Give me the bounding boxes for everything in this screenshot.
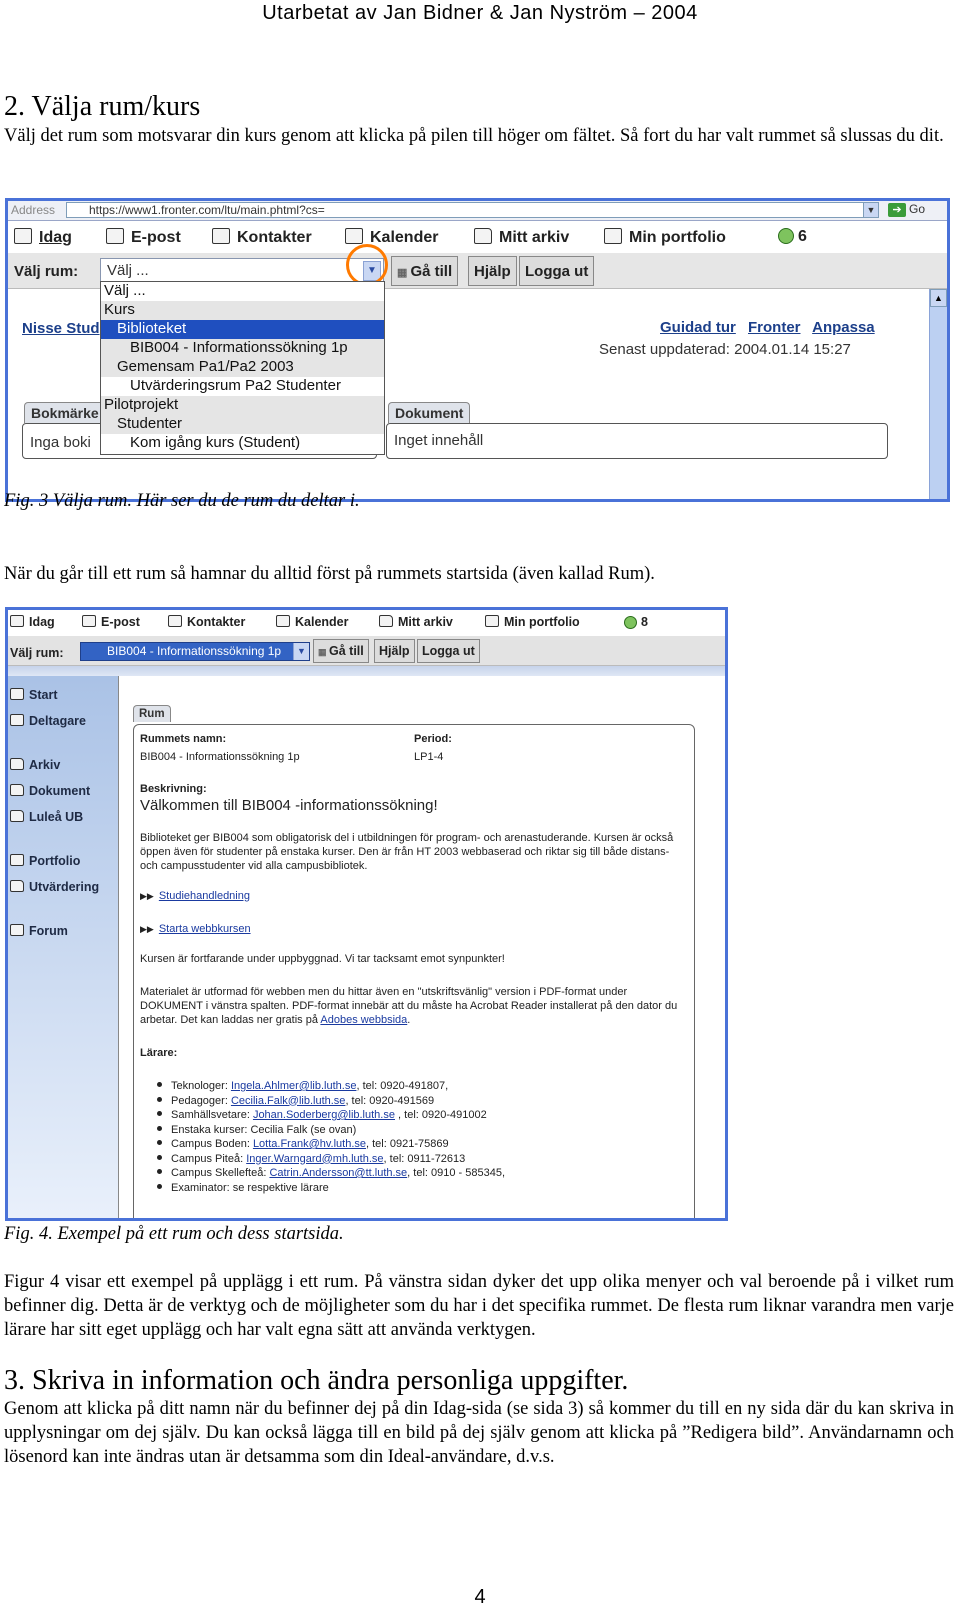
- chevron-down-icon[interactable]: ▼: [293, 643, 309, 660]
- nav-kontakter[interactable]: Kontakter: [212, 228, 312, 247]
- bookmark-empty-text: Inga boki: [30, 434, 91, 451]
- teacher-item: Enstaka kurser: Cecilia Falk (se ovan): [157, 1124, 356, 1136]
- header-strip: [8, 666, 725, 676]
- sidebar-item-deltagare[interactable]: Deltagare: [10, 714, 86, 728]
- room-select-row: [8, 636, 725, 666]
- material-text: Materialet är utformad för webben men du hittar även en "utskriftsvänlig" version i PDF-format under DOKUMENT i vänstra spalten. PDF-format innebär att du måste ha Acrobat Reader installerat på den dator du arbetar. Det kan laddas ner gratis på Adobes webbsida.: [140, 986, 678, 1026]
- scroll-up-icon[interactable]: ▲: [930, 289, 947, 307]
- document-tab[interactable]: Dokument: [388, 402, 470, 423]
- nav-min-portfolio[interactable]: Min portfolio: [604, 228, 726, 247]
- teacher-item: Examinator: se respektive lärare: [157, 1182, 329, 1194]
- calendar-icon: [345, 228, 363, 244]
- period-label: Period:: [414, 733, 452, 745]
- portfolio-icon: [10, 854, 24, 866]
- logout-button[interactable]: Logga ut: [519, 256, 594, 286]
- tab-rum[interactable]: Rum: [133, 705, 171, 722]
- room-select-label: Välj rum:: [14, 263, 79, 280]
- contacts-icon: [168, 615, 182, 627]
- chevron-down-icon[interactable]: ▼: [363, 261, 381, 281]
- start-course-link[interactable]: ▶▶ Starta webbkursen: [140, 923, 251, 935]
- address-input[interactable]: https://www1.fronter.com/ltu/main.phtml?cs=: [66, 202, 866, 218]
- room-name: BIB004 - Informationssökning 1p: [140, 751, 300, 763]
- figure-3-caption: Fig. 3 Välja rum. Här ser du de rum du deltar i.: [4, 491, 360, 511]
- nav-min-portfolio[interactable]: Min portfolio: [485, 615, 580, 629]
- teacher-item: Campus Skellefteå: Catrin.Andersson@tt.luth.se, tel: 0910 - 585345,: [157, 1167, 505, 1179]
- double-arrow-icon: ▶▶: [140, 891, 154, 901]
- online-users[interactable]: 6: [778, 228, 807, 246]
- sidebar-item-arkiv[interactable]: Arkiv: [10, 758, 60, 772]
- sidebar-item-lulea-ub[interactable]: Luleå UB: [10, 810, 83, 824]
- figure-4-caption: Fig. 4. Exempel på ett rum och dess startsida.: [4, 1224, 344, 1244]
- folder-icon: [10, 810, 24, 822]
- top-right-links: [660, 319, 883, 336]
- dropdown-option-selected[interactable]: Biblioteket: [101, 320, 384, 339]
- room-select[interactable]: Välj ... ▼: [100, 258, 384, 284]
- section-3-heading: 3. Skriva in information och ändra personliga uppgifter.: [4, 1365, 629, 1396]
- section-2-paragraph: Välj det rum som motsvarar din kurs genom att klicka på pilen till höger om fältet. Så fort du har valt rummet så slussas du dit.: [4, 126, 944, 146]
- bookmark-tab[interactable]: Bokmärke: [24, 402, 106, 423]
- dropdown-option[interactable]: Välj ...: [104, 282, 146, 299]
- dropdown-option[interactable]: Utvärderingsrum Pa2 Studenter: [130, 377, 341, 394]
- calendar-day-icon: [10, 615, 24, 627]
- teacher-item: Campus Piteå: Inger.Warngard@mh.luth.se, tel: 0911-72613: [157, 1153, 465, 1165]
- nav-idag[interactable]: Idag: [10, 615, 55, 629]
- sidebar-item-forum[interactable]: Forum: [10, 924, 68, 938]
- room-sidebar: [8, 676, 118, 1218]
- mail-icon: [82, 615, 96, 627]
- dropdown-option[interactable]: Studenter: [101, 415, 384, 434]
- nav-kalender[interactable]: Kalender: [276, 615, 349, 629]
- sidebar-item-portfolio[interactable]: Portfolio: [10, 854, 80, 868]
- portfolio-icon: [485, 615, 499, 627]
- goto-button[interactable]: ▦ Gå till: [313, 639, 369, 663]
- user-name-link[interactable]: Nisse Stud: [22, 320, 100, 337]
- forum-icon: [10, 924, 24, 936]
- online-users[interactable]: 8: [624, 615, 648, 629]
- address-dropdown-icon[interactable]: ▼: [863, 202, 879, 218]
- room-main: [118, 676, 725, 1218]
- archive-icon: [474, 228, 492, 244]
- logout-button[interactable]: Logga ut: [417, 639, 480, 663]
- nav-idag[interactable]: Idag: [14, 228, 72, 247]
- dropdown-option[interactable]: BIB004 - Informationssökning 1p: [101, 339, 384, 358]
- nav-mitt-arkiv[interactable]: Mitt arkiv: [474, 228, 569, 247]
- room-card: [133, 724, 695, 1221]
- room-select[interactable]: BIB004 - Informationssökning 1p ▼: [80, 642, 310, 661]
- smiley-icon: [624, 616, 637, 629]
- page-header: Utarbetat av Jan Bidner & Jan Nyström – 2004: [262, 2, 698, 24]
- study-guide-link[interactable]: ▶▶ Studiehandledning: [140, 890, 250, 902]
- description-text: Biblioteket ger BIB004 som obligatorisk del i utbildningen för program- och arenastuderande. Kursen är också öppen även för studenter på enstaka kurser. Den är från HT 2003 webbaserad och riktar sig till både distans- och campusstudenter vid alla campusbibliotek.: [140, 832, 674, 872]
- dropdown-option[interactable]: Kurs: [101, 301, 384, 320]
- period: LP1-4: [414, 751, 444, 763]
- sidebar-item-start[interactable]: Start: [10, 688, 57, 702]
- teacher-item: Teknologer: Ingela.Ahlmer@lib.luth.se, tel: 0920-491807,: [157, 1080, 448, 1092]
- teachers-label: Lärare:: [140, 1047, 178, 1059]
- calendar-day-icon: [14, 228, 32, 244]
- dropdown-option[interactable]: Gemensam Pa1/Pa2 2003: [101, 358, 384, 377]
- nav-epost[interactable]: E-post: [82, 615, 140, 629]
- address-bar: [8, 201, 947, 221]
- start-icon: [10, 688, 24, 700]
- nav-kontakter[interactable]: Kontakter: [168, 615, 245, 629]
- page-number: 4: [474, 1586, 486, 1608]
- room-dropdown-list: [100, 281, 385, 455]
- welcome-heading: Välkommen till BIB004 -informationssökning!: [140, 797, 438, 814]
- construction-notice: Kursen är fortfarande under uppbyggnad. Vi tar tacksamt emot synpunkter!: [140, 953, 505, 965]
- adobe-link[interactable]: Adobes webbsida: [320, 1014, 408, 1026]
- participants-icon: [10, 714, 24, 726]
- fronter-link[interactable]: Fronter: [748, 319, 801, 336]
- help-button[interactable]: Hjälp: [468, 256, 517, 286]
- portfolio-icon: [604, 228, 622, 244]
- scrollbar[interactable]: [929, 289, 947, 499]
- go-arrow-icon: ➔: [888, 203, 906, 217]
- last-updated: Senast uppdaterad: 2004.01.14 15:27: [599, 341, 851, 358]
- screenshot-room-startpage: [5, 607, 728, 1221]
- dropdown-option[interactable]: Kom igång kurs (Student): [130, 434, 301, 451]
- go-button[interactable]: ➔ Go: [888, 202, 925, 217]
- sidebar-item-dokument[interactable]: Dokument: [10, 784, 90, 798]
- screenshot-room-select: [5, 198, 950, 502]
- archive-icon: [379, 615, 393, 627]
- calendar-icon: [276, 615, 290, 627]
- section-2-heading: 2. Välja rum/kurs: [4, 91, 201, 122]
- section-3-paragraph: Genom att klicka på ditt namn när du befinner dej på din Idag-sida (se sida 3) så kommer du till en ny sida där du kan skriva in upplysningar om dej själv. Du kan också lägga till en bild på dej själv genom att klicka på ”Redigera bild”. Användarnamn och lösenord kan inte ändras utan är detsamma som din Ideal-användare, d.v.s.: [4, 1399, 954, 1467]
- room-name-label: Rummets namn:: [140, 733, 227, 745]
- folder-icon: [10, 758, 24, 770]
- address-label: Address: [11, 203, 56, 217]
- teacher-item: Pedagoger: Cecilia.Falk@lib.luth.se, tel: 0920-491569: [157, 1095, 434, 1107]
- help-button[interactable]: Hjälp: [374, 639, 415, 663]
- contacts-icon: [212, 228, 230, 244]
- goto-button[interactable]: ▦ Gå till: [391, 256, 458, 286]
- description-label: Beskrivning:: [140, 783, 207, 795]
- main-nav: [8, 610, 725, 636]
- double-arrow-icon: ▶▶: [140, 924, 154, 934]
- nav-epost[interactable]: E-post: [106, 228, 181, 247]
- room-select-label: Välj rum:: [10, 646, 64, 660]
- nav-mitt-arkiv[interactable]: Mitt arkiv: [379, 615, 453, 629]
- smiley-icon: [778, 228, 794, 244]
- document-empty-text: Inget innehåll: [394, 432, 484, 449]
- folder-icon: [10, 880, 24, 892]
- highlight-circle: [346, 244, 388, 286]
- paragraph-room-start: När du går till ett rum så hamnar du alltid först på rummets startsida (även kallad Rum).: [4, 564, 655, 584]
- teacher-item: Samhällsvetare: Johan.Soderberg@lib.luth.se , tel: 0920-491002: [157, 1109, 487, 1121]
- dropdown-option[interactable]: Pilotprojekt: [101, 396, 384, 415]
- sidebar-item-utvardering[interactable]: Utvärdering: [10, 880, 99, 894]
- paragraph-fig4: Figur 4 visar ett exempel på upplägg i ett rum. På vänstra sidan dyker det upp olika menyer och val beroende på i vilket rum befinner dig. Detta är de verktyg och de möjligheter som du har i det specifika rummet. De flesta rum liknar varandra men varje lärare har sitt eget upplägg och har valt egna sätt att använda verktygen.: [4, 1272, 954, 1340]
- nav-kalender[interactable]: Kalender: [345, 228, 438, 247]
- main-nav: [8, 223, 947, 253]
- teacher-item: Campus Boden: Lotta.Frank@hv.luth.se, tel: 0921-75869: [157, 1138, 449, 1150]
- customize-link[interactable]: Anpassa: [812, 319, 875, 336]
- guided-tour-link[interactable]: Guidad tur: [660, 319, 736, 336]
- mail-icon: [106, 228, 124, 244]
- folder-icon: [10, 784, 24, 796]
